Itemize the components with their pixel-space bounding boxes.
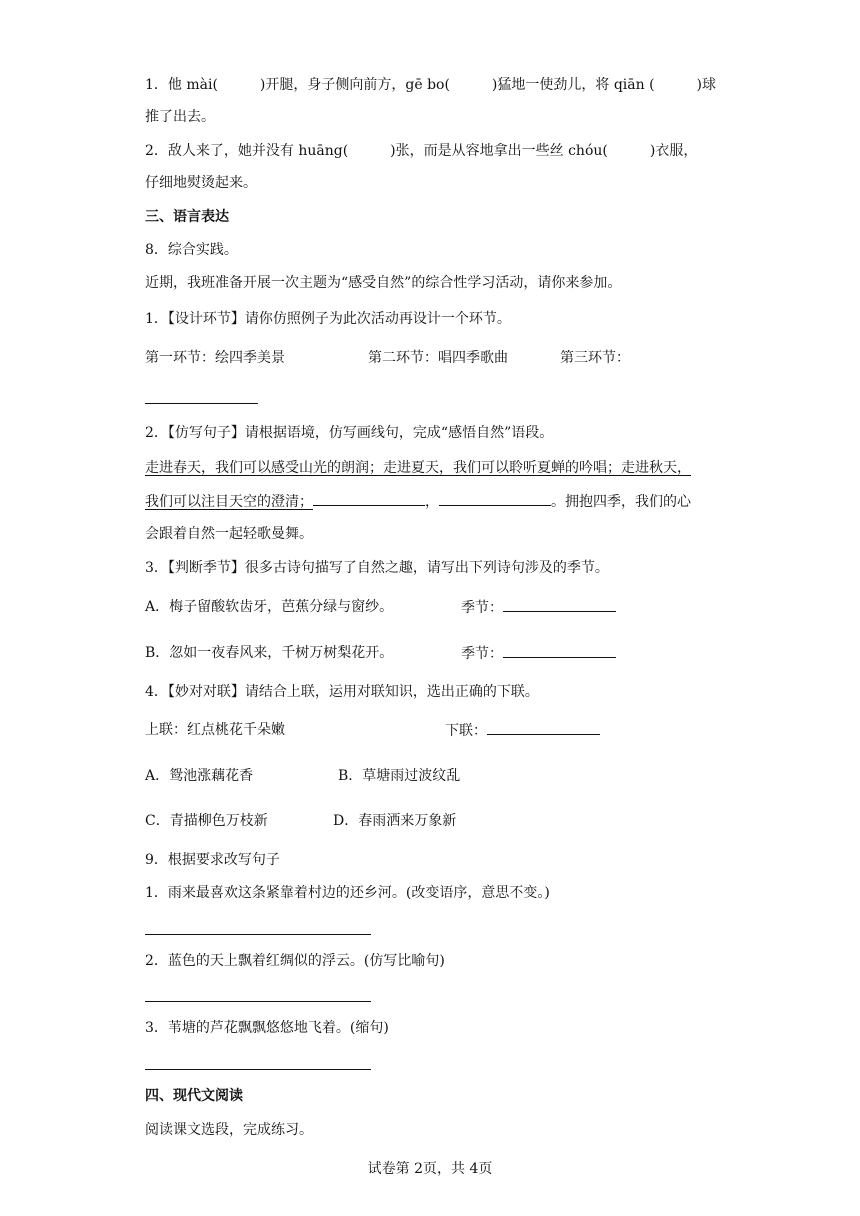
season-label: 季节： — [461, 646, 503, 662]
section-4-intro: 阅读课文选段，完成练习。 — [145, 1122, 313, 1138]
q8-part2-underlined-2: 我们可以注目天空的澄清； — [145, 494, 313, 510]
q9-answer-line-2[interactable] — [145, 1001, 371, 1002]
q8-intro: 近期，我班准备开展一次主题为“感受自然”的综合性学习活动，请你来参加。 — [145, 275, 622, 291]
q8-step1: 第一环节：绘四季美景 — [145, 350, 285, 366]
q8-part3-b-season — [461, 643, 616, 664]
q9-answer-line-1[interactable] — [145, 934, 371, 935]
q8-lower-couplet-blank[interactable] — [487, 720, 600, 735]
q8-part2-tail: 。拥抱四季，我们的心 — [551, 494, 691, 510]
q8-title: 8．综合实践。 — [145, 242, 238, 258]
lower-couplet-label: 下联： — [445, 723, 487, 739]
q8-option-b: B．草塘雨过波纹乱 — [338, 768, 461, 784]
q7-line-1-cont: 推了出去。 — [145, 109, 215, 125]
q8-part3-a: A．梅子留酸软齿牙，芭蕉分绿与窗纱。 — [145, 599, 394, 615]
q8-part3-a-season — [461, 597, 616, 618]
q8-part3-label: 3．【判断季节】很多古诗句描写了自然之趣，请写出下列诗句涉及的季节。 — [145, 560, 609, 576]
q7-line-1: 1．他 mài( )开腿，身子侧向前方，gē bo( )猛地一使劲儿，将 qiān ( )球 — [145, 77, 717, 93]
q8-part3-b-blank[interactable] — [503, 643, 616, 658]
q8-part2-blank-1[interactable] — [313, 491, 425, 506]
q9-sentence-2: 2．蓝色的天上飘着红绸似的浮云。(仿写比喻句) — [145, 953, 445, 969]
q7-line-2: 2．敌人来了，她并没有 huāng( )张，而是从容地拿出一些丝 chóu( )衣服， — [145, 143, 698, 159]
q8-part3-b: B．忽如一夜春风来，千树万树梨花开。 — [145, 645, 394, 661]
q8-part2-separator: ， — [425, 494, 439, 510]
q8-part2-blank-2[interactable] — [439, 491, 551, 506]
q8-part4-label: 4．【妙对对联】请结合上联，运用对联知识，选出正确的下联。 — [145, 684, 539, 700]
season-label: 季节： — [461, 600, 503, 616]
q8-part2-underlined-1: 走进春天，我们可以感受山光的朗润；走进夏天，我们可以聆听夏蝉的吟唱；走进秋天， — [145, 460, 691, 476]
q8-step2: 第二环节：唱四季歌曲 — [368, 350, 508, 366]
q8-part2-line-2 — [145, 491, 691, 512]
q8-step3-label: 第三环节： — [560, 350, 630, 366]
q8-option-c: C．青描柳色万枝新 — [145, 813, 268, 829]
q9-sentence-1: 1．雨来最喜欢这条紧靠着村边的还乡河。(改变语序，意思不变。) — [145, 885, 550, 901]
q8-upper-couplet: 上联：红点桃花千朵嫩 — [145, 722, 285, 738]
page-footer: 试卷第 2页，共 4页 — [367, 1161, 493, 1177]
q9-sentence-3: 3．苇塘的芦花飘飘悠悠地飞着。(缩句) — [145, 1020, 389, 1036]
q8-step3-answer-line[interactable] — [145, 403, 258, 404]
q8-part2-line-3: 会跟着自然一起轻歌曼舞。 — [145, 526, 313, 542]
q8-lower-couplet — [445, 720, 600, 741]
section-3-title: 三、语言表达 — [145, 209, 229, 225]
q8-part3-a-blank[interactable] — [503, 597, 616, 612]
q7-line-2-cont: 仔细地熨烫起来。 — [145, 175, 257, 191]
q9-answer-line-3[interactable] — [145, 1069, 371, 1070]
q8-part2-label: 2．【仿写句子】请根据语境，仿写画线句，完成“感悟自然”语段。 — [145, 425, 554, 441]
q8-option-d: D．春雨洒来万象新 — [333, 813, 457, 829]
q8-part1-label: 1．【设计环节】请你仿照例子为此次活动再设计一个环节。 — [145, 311, 511, 327]
q8-option-a: A．鸳池涨藕花香 — [145, 768, 254, 784]
section-4-title: 四、现代文阅读 — [145, 1088, 243, 1104]
q9-title: 9．根据要求改写句子 — [145, 852, 280, 868]
